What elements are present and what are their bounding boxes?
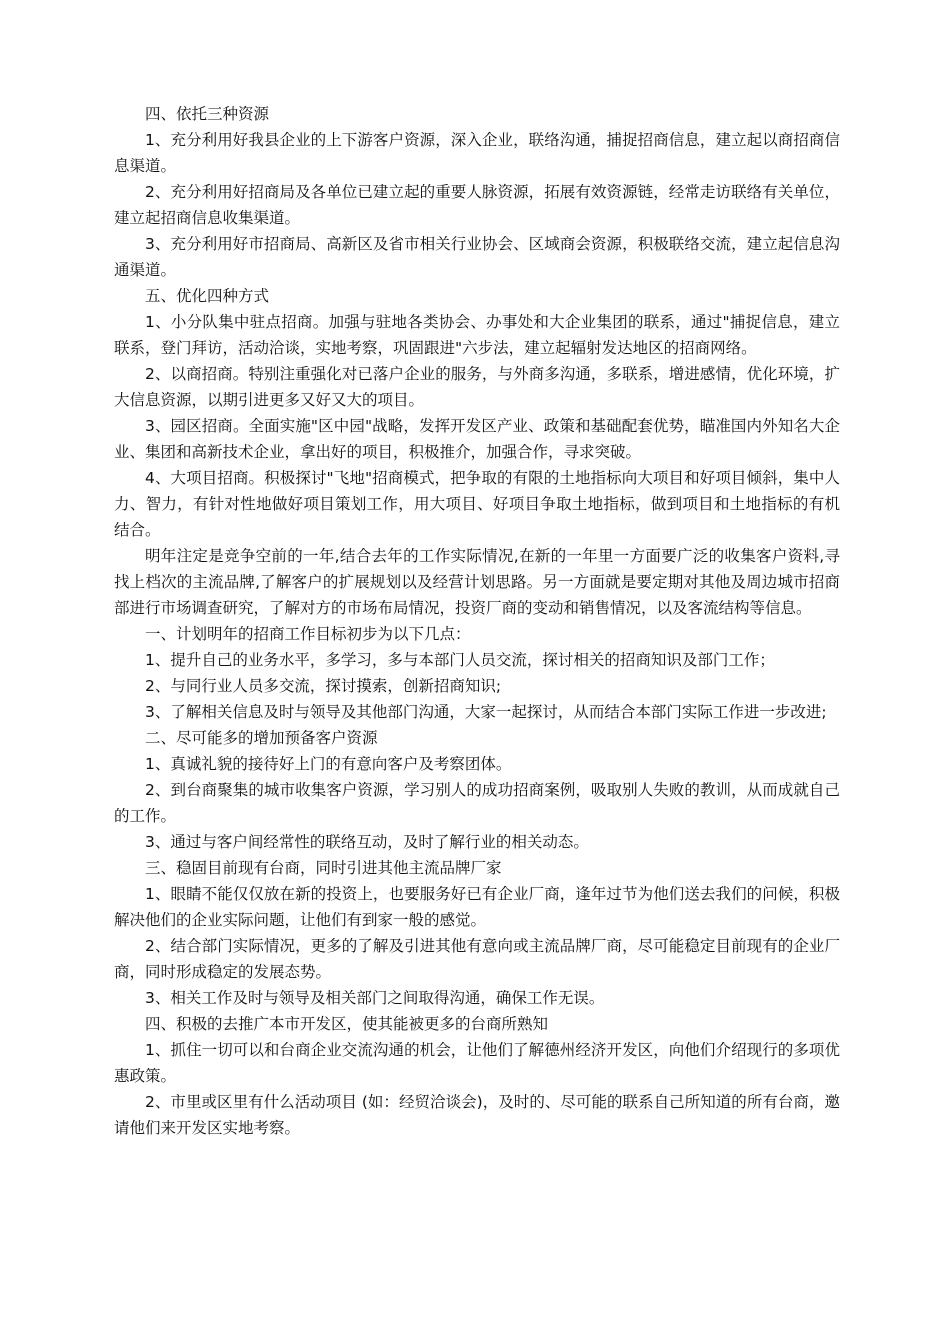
section-heading-customer-resources: 二、尽可能多的增加预备客户资源 <box>145 729 378 747</box>
paragraph: 明年注定是竞争空前的一年,结合去年的工作实际情况,在新的一年里一方面要广泛的收集客户资料,寻找上档次的主流品牌,了解客户的扩展规划以及经营计划思路。另一方面就是要定期对其他及周边城市招商部进行市场调查研究，了解对方的市场布局情况，投资厂商的变动和销售情况，以及客流结构等信息。 <box>114 547 840 617</box>
section-heading-optimize-methods: 五、优化四种方式 <box>145 287 270 305</box>
paragraph: 4、大项目招商。积极探讨"飞地"招商模式，把争取的有限的土地指标向大项目和好项目倾斜，集中人力、智力，有针对性地做好项目策划工作，用大项目、好项目争取土地指标，做到项目和土地指标的有机结合。 <box>114 469 840 539</box>
paragraph: 1、眼睛不能仅仅放在新的投资上，也要服务好已有企业厂商，逢年过节为他们送去我们的问候，积极解决他们的企业实际问题，让他们有到家一般的感觉。 <box>114 885 840 929</box>
paragraph: 2、到台商聚集的城市收集客户资源，学习别人的成功招商案例，吸取别人失败的教训，从而成就自己的工作。 <box>114 781 840 825</box>
paragraph: 1、抓住一切可以和台商企业交流沟通的机会，让他们了解德州经济开发区，向他们介绍现行的多项优惠政策。 <box>114 1041 840 1085</box>
paragraph: 2、市里或区里有什么活动项目 (如：经贸洽谈会)，及时的、尽可能的联系自己所知道的所有台商，邀请他们来开发区实地考察。 <box>114 1093 840 1137</box>
section-heading-four-resources: 四、依托三种资源 <box>145 105 270 123</box>
paragraph: 1、小分队集中驻点招商。加强与驻地各类协会、办事处和大企业集团的联系，通过"捕捉信息，建立联系，登门拜访，活动洽谈，实地考察，巩固跟进"六步法，建立起辐射发达地区的招商网络。 <box>114 313 840 357</box>
paragraph: 2、与同行业人员多交流，探讨摸索，创新招商知识; <box>145 677 502 695</box>
paragraph: 1、真诚礼貌的接待好上门的有意向客户及考察团体。 <box>145 755 512 773</box>
paragraph: 1、提升自己的业务水平，多学习，多与本部门人员交流，探讨相关的招商知识及部门工作； <box>145 651 775 669</box>
section-heading-stabilize-businesses: 三、稳固目前现有台商，同时引进其他主流品牌厂家 <box>145 859 502 877</box>
paragraph: 2、结合部门实际情况，更多的了解及引进其他有意向或主流品牌厂商，尽可能稳定目前现有的企业厂商，同时形成稳定的发展态势。 <box>114 937 840 981</box>
document-body <box>114 101 840 1141</box>
paragraph: 3、了解相关信息及时与领导及其他部门沟通，大家一起探讨，从而结合本部门实际工作进一步改进; <box>145 703 827 721</box>
paragraph: 2、充分利用好招商局及各单位已建立起的重要人脉资源，拓展有效资源链，经常走访联络有关单位，建立起招商信息收集渠道。 <box>114 183 840 227</box>
paragraph: 2、以商招商。特别注重强化对已落户企业的服务，与外商多沟通，多联系，增进感情，优化环境，扩大信息资源，以期引进更多又好又大的项目。 <box>114 365 840 409</box>
paragraph: 3、充分利用好市招商局、高新区及省市相关行业协会、区域商会资源，积极联络交流，建立起信息沟通渠道。 <box>114 235 840 279</box>
paragraph: 3、园区招商。全面实施"区中园"战略，发挥开发区产业、政策和基础配套优势，瞄准国内外知名大企业、集团和高新技术企业，拿出好的项目，积极推介，加强合作，寻求突破。 <box>114 417 840 461</box>
paragraph: 3、相关工作及时与领导及相关部门之间取得沟通，确保工作无误。 <box>145 989 605 1007</box>
paragraph: 1、充分利用好我县企业的上下游客户资源，深入企业，联络沟通，捕捉招商信息，建立起以商招商信息渠道。 <box>114 131 840 175</box>
paragraph: 3、通过与客户间经常性的联络互动，及时了解行业的相关动态。 <box>145 833 589 851</box>
section-heading-promote-zone: 四、积极的去推广本市开发区，使其能被更多的台商所熟知 <box>145 1015 549 1033</box>
section-heading-plan-goals: 一、计划明年的招商工作目标初步为以下几点： <box>145 625 471 643</box>
